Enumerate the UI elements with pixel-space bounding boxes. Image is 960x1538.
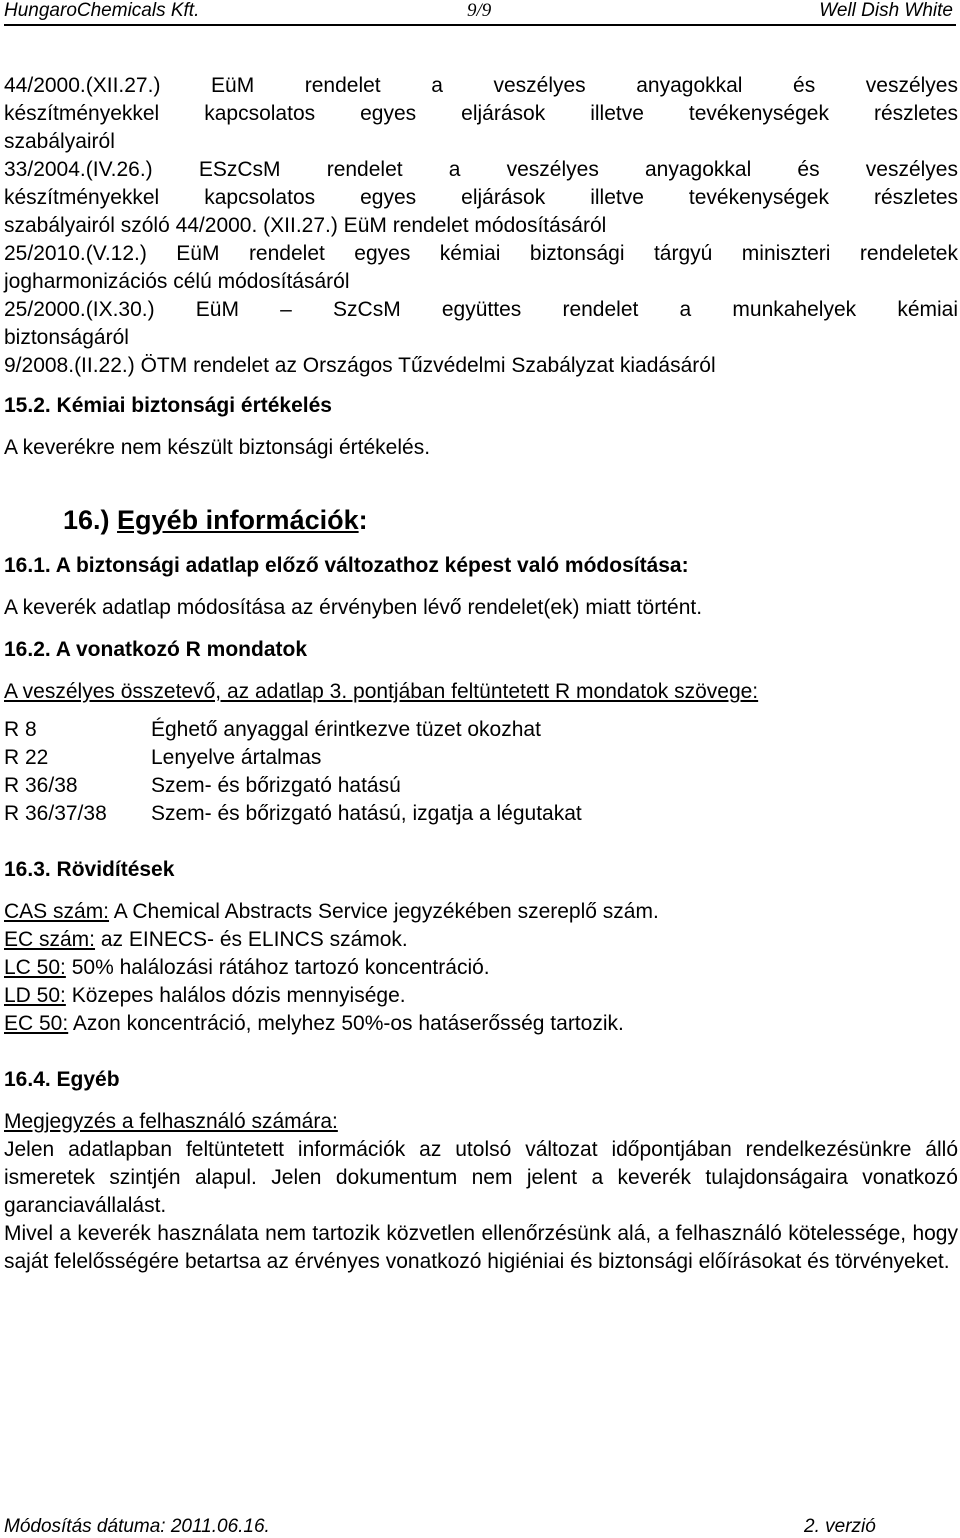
abbreviations-list	[4, 898, 958, 1038]
r-phrases-table	[4, 716, 582, 828]
section-16-2-heading: 16.2. A vonatkozó R mondatok	[4, 638, 307, 661]
regulation-line: szabályairól szóló 44/2000. (XII.27.) EüM rendelet módosításáról	[4, 214, 607, 237]
abbr-term: LD 50:	[4, 984, 66, 1007]
abbr-term: EC szám:	[4, 928, 96, 951]
regulation-line: 9/2008.(II.22.) ÖTM rendelet az Országos Tűzvédelmi Szabályzat kiadásáról	[4, 354, 716, 377]
header-product-name: Well Dish White	[819, 0, 953, 21]
list-item	[4, 926, 958, 954]
r-code: R 22	[4, 746, 49, 769]
abbr-term: EC 50:	[4, 1012, 69, 1035]
user-note-paragraph-1: Jelen adatlapban feltüntetett információk az utolsó változat időpontjában rendelkezésünkre álló ismeretek szintjén alapul. Jelen dokumentum nem jelent a keverék tulajdonságaira vonatkozó garanciavállalást.	[4, 1138, 958, 1217]
list-item	[4, 982, 958, 1010]
regulation-line: 25/2010.(V.12.) EüM rendelet egyes kémiai biztonsági tárgyú miniszteri rendeletek	[4, 242, 958, 265]
r-text: Éghető anyaggal érintkezve tüzet okozhat	[151, 718, 541, 741]
regulation-line: 44/2000.(XII.27.) EüM rendelet a veszélyes anyagokkal és veszélyes	[4, 74, 958, 97]
abbr-def: 50% halálozási rátához tartozó koncentráció.	[65, 956, 490, 979]
section-16-3-heading: 16.3. Rövidítések	[4, 858, 175, 881]
table-row	[4, 744, 582, 772]
footer-version: 2. verzió	[804, 1516, 876, 1537]
r-code: R 36/37/38	[4, 802, 107, 825]
list-item	[4, 898, 958, 926]
regulation-item	[4, 156, 958, 240]
table-row	[4, 800, 582, 828]
section-15-2-heading: 15.2. Kémiai biztonsági értékelés	[4, 394, 332, 417]
abbr-def: Közepes halálos dózis mennyisége.	[65, 984, 406, 1007]
abbr-term: CAS szám:	[4, 900, 110, 923]
section-16-1-text: A keverék adatlap módosítása az érvényben lévő rendelet(ek) miatt történt.	[4, 596, 703, 619]
regulation-line: biztonságáról	[4, 326, 129, 349]
r-text: Lenyelve ártalmas	[151, 746, 322, 769]
header-page-number: 9/9	[467, 0, 492, 21]
regulation-line: jogharmonizációs célú módosításáról	[4, 270, 350, 293]
section-16-colon: :	[358, 505, 368, 535]
regulation-line: készítményekkel kapcsolatos egyes eljárások illetve tevékenységek részletes	[4, 102, 958, 125]
regulation-item	[4, 72, 958, 156]
header-rule	[4, 24, 956, 26]
regulation-line: készítményekkel kapcsolatos egyes eljárások illetve tevékenységek részletes	[4, 186, 958, 209]
regulation-line: szabályairól	[4, 130, 115, 153]
header-company: HungaroChemicals Kft.	[4, 0, 200, 21]
abbr-def: Azon koncentráció, melyhez 50%-os hatáserősség tartozik.	[68, 1012, 624, 1035]
user-note-title: Megjegyzés a felhasználó számára:	[4, 1110, 338, 1133]
regulation-item	[4, 296, 958, 352]
section-16-title-text: Egyéb információk	[117, 505, 359, 535]
footer-revision-date: Módosítás dátuma: 2011.06.16.	[4, 1516, 270, 1537]
abbr-def: A Chemical Abstracts Service jegyzékében szereplő szám.	[109, 900, 659, 923]
regulation-line: 25/2000.(IX.30.) EüM – SzCsM együttes rendelet a munkahelyek kémiai	[4, 298, 958, 321]
r-code: R 8	[4, 718, 37, 741]
r-code: R 36/38	[4, 774, 78, 797]
abbr-def: az EINECS- és ELINCS számok.	[95, 928, 408, 951]
section-16-4-heading: 16.4. Egyéb	[4, 1068, 120, 1091]
r-phrases-subtitle: A veszélyes összetevő, az adatlap 3. pontjában feltüntetett R mondatok szövege:	[4, 680, 759, 703]
section-16-title	[63, 504, 958, 536]
section-16-number: 16.)	[63, 505, 110, 535]
regulation-line: 33/2004.(IV.26.) ESzCsM rendelet a veszélyes anyagokkal és veszélyes	[4, 158, 958, 181]
regulations-list	[4, 72, 958, 380]
list-item	[4, 954, 958, 982]
r-text: Szem- és bőrizgató hatású	[151, 774, 401, 797]
table-row	[4, 716, 582, 744]
regulation-item	[4, 352, 958, 380]
document-body	[4, 72, 958, 1276]
section-16-1-heading: 16.1. A biztonsági adatlap előző változathoz képest való módosítása:	[4, 554, 689, 577]
user-note-paragraph-2: Mivel a keverék használata nem tartozik közvetlen ellenőrzésünk alá, a felhasználó kötelessége, hogy saját felelősségére betartsa az érvényes vonatkozó higiéniai és biztonsági előírásokat és törvényeket.	[4, 1222, 958, 1273]
section-15-2-text: A keverékre nem készült biztonsági értékelés.	[4, 436, 431, 459]
abbr-term: LC 50:	[4, 956, 66, 979]
r-text: Szem- és bőrizgató hatású, izgatja a légutakat	[151, 802, 582, 825]
regulation-item	[4, 240, 958, 296]
list-item	[4, 1010, 958, 1038]
table-row	[4, 772, 582, 800]
